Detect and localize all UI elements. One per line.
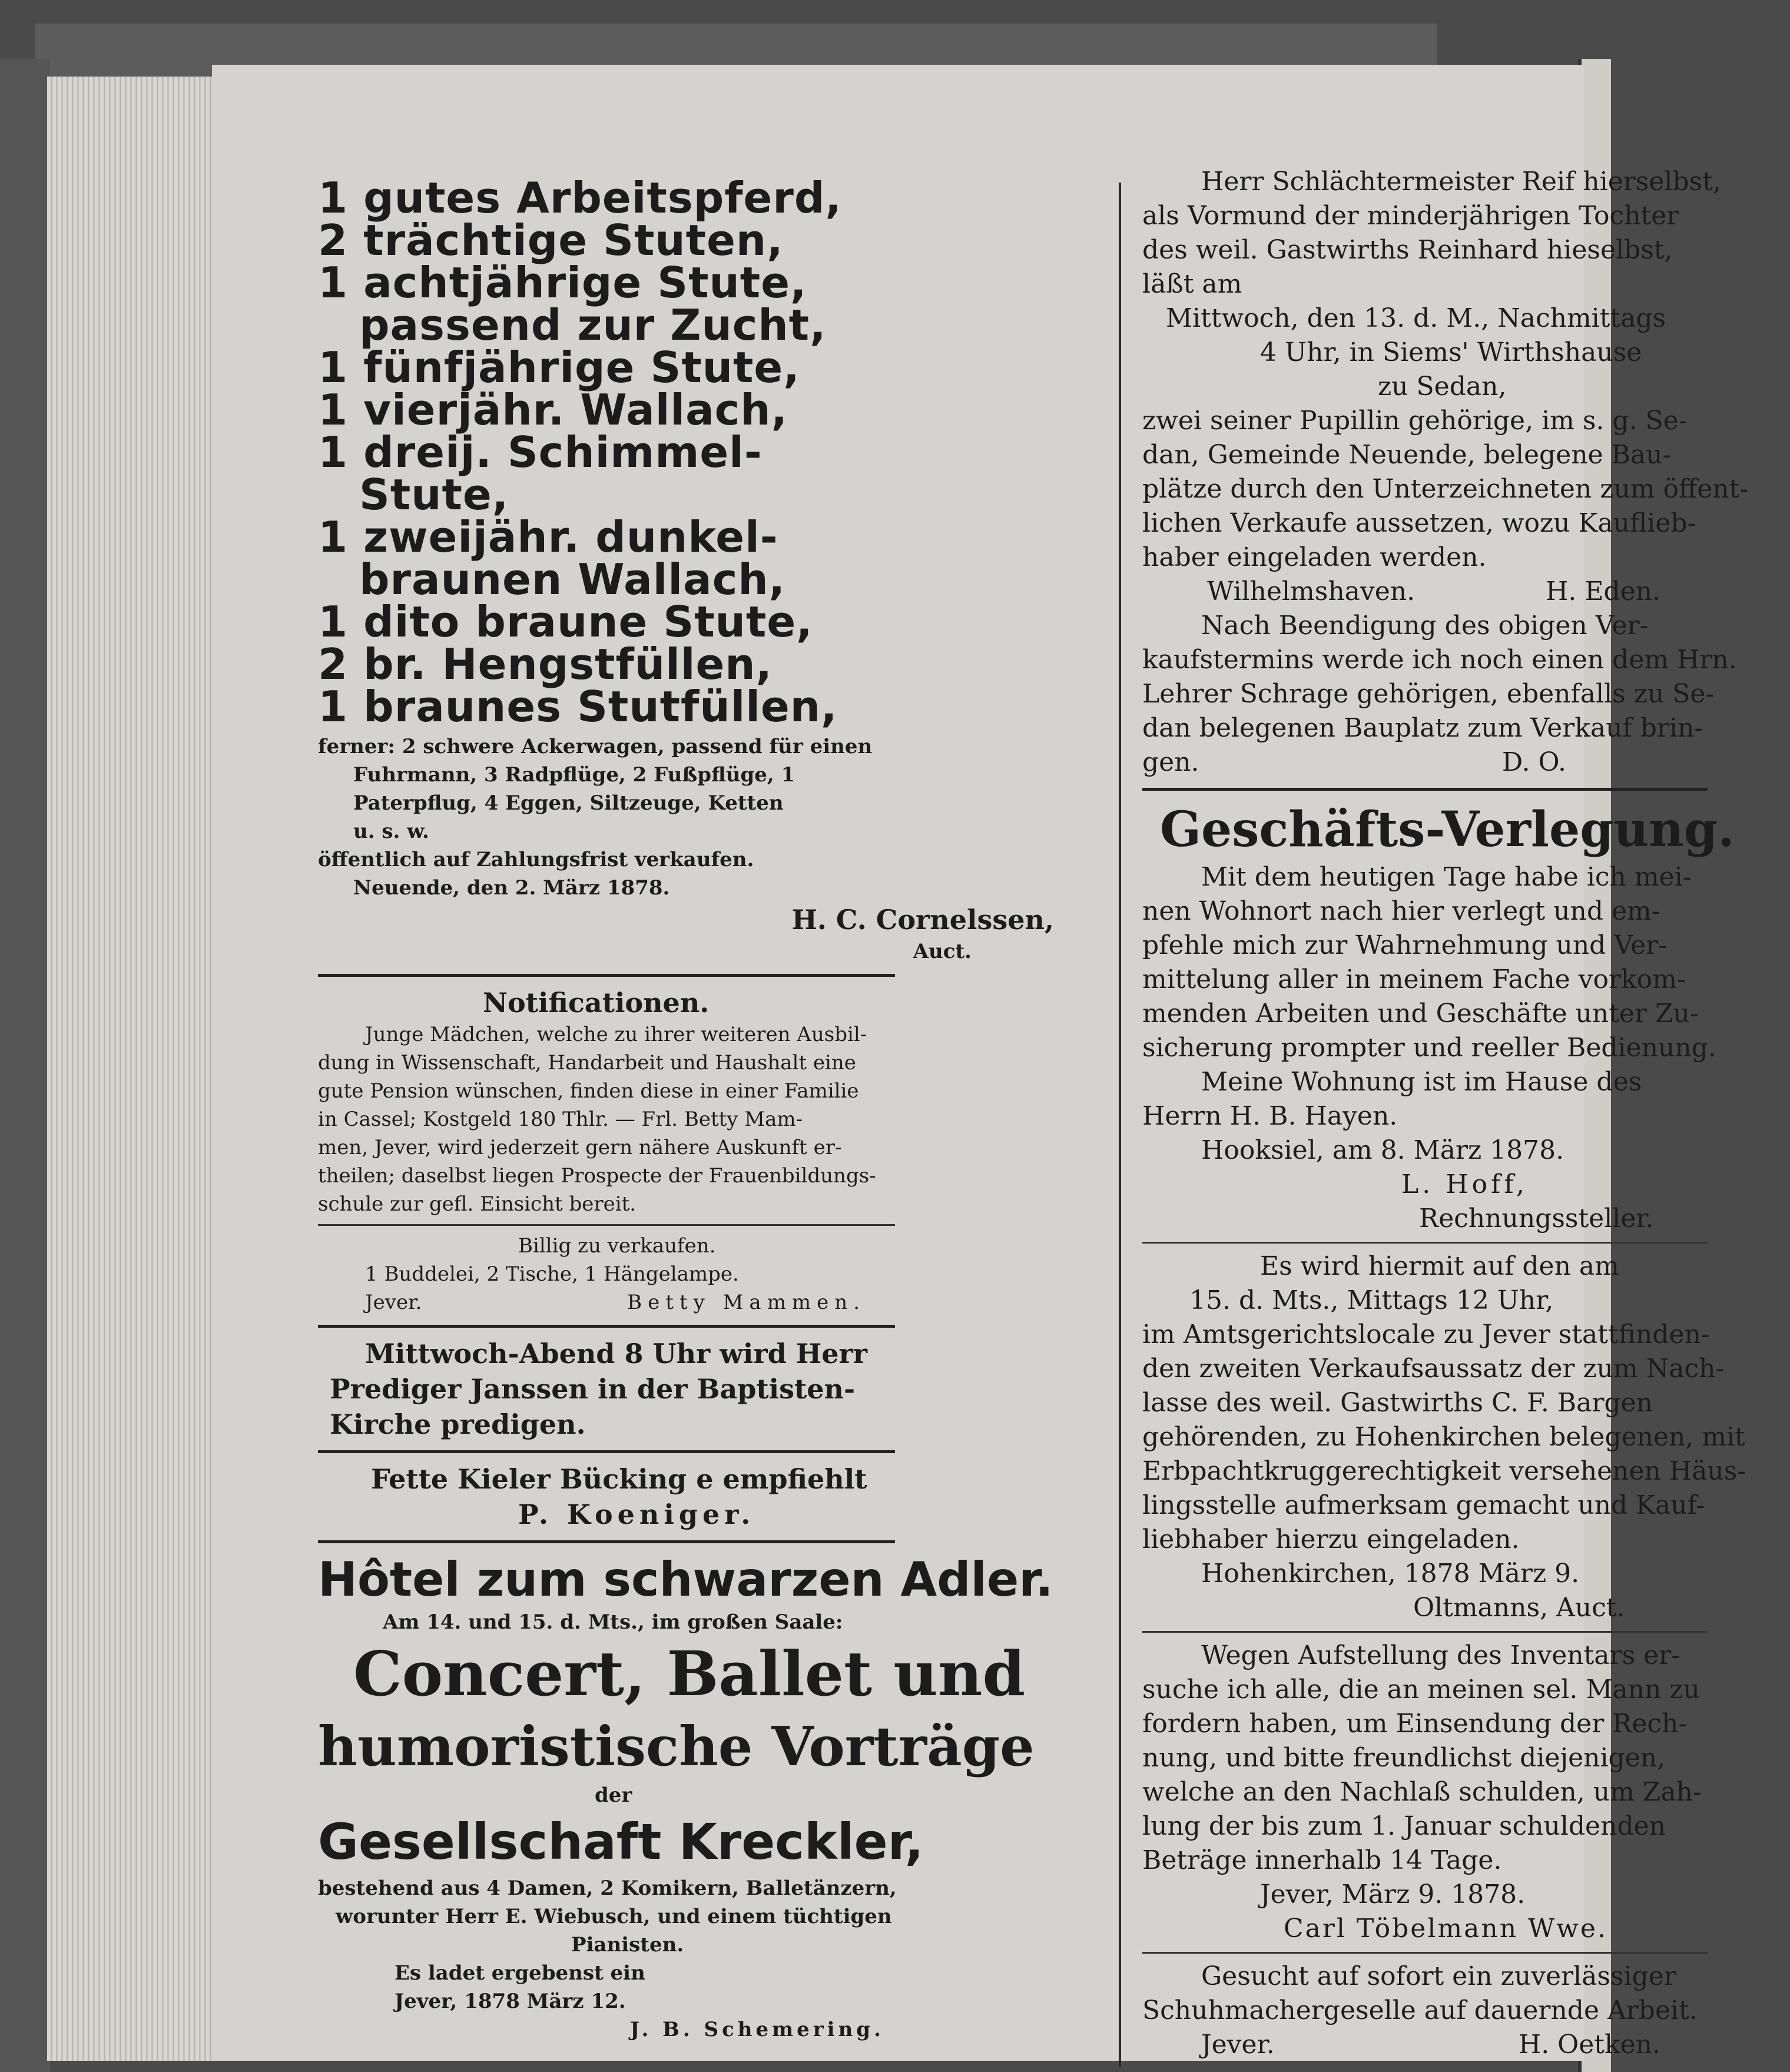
horse-sale-ad <box>318 173 1113 966</box>
ferner-line: Fuhrmann, 3 Radpflüge, 2 Fußpflüge, 1 <box>353 763 795 787</box>
sale-line: öffentlich auf Zahlungsfrist verkaufen. <box>318 848 754 871</box>
ad-line: 1 dito braune Stute, <box>318 597 813 647</box>
inventar-line: Wegen Aufstellung des Inventars er- <box>1201 1640 1680 1670</box>
reif-line: lichen Verkaufe aussetzen, wozu Kauflieb- <box>1142 508 1696 538</box>
bestehend-line: bestehend aus 4 Damen, 2 Komikern, Balletänzern, <box>318 1877 897 1900</box>
ad-line: 1 achtjährige Stute, <box>318 258 807 307</box>
inventar-line: fordern haben, um Einsendung der Rech- <box>1142 1709 1688 1739</box>
reif-line: zu Sedan, <box>1378 372 1507 402</box>
prediger-line: Mittwoch-Abend 8 Uhr wird Herr <box>365 1338 867 1370</box>
verlegung-line: nen Wohnort nach hier verlegt und em- <box>1142 896 1660 926</box>
ad-line: 1 zweijähr. dunkel- <box>318 512 778 562</box>
ladet-name: J. B. Schemering. <box>630 2018 884 2041</box>
oltmanns-name: Oltmanns, Auct. <box>1413 1593 1625 1623</box>
verkauf-line: gehörenden, zu Hohenkirchen belegenen, mit <box>1142 1422 1745 1452</box>
reif-line: plätze durch den Unterzeichneten zum öffent- <box>1142 474 1749 504</box>
buecking-ad <box>318 1461 1113 1532</box>
notifications-section <box>318 985 1113 1218</box>
hooksiel-date: Hooksiel, am 8. März 1878. <box>1201 1135 1564 1165</box>
divider <box>318 1540 895 1543</box>
der-line: der <box>595 1783 632 1807</box>
inventar-name: Carl Töbelmann Wwe. <box>1284 1914 1607 1944</box>
newspaper-page <box>212 65 1749 2061</box>
reif-place: Wilhelmshaven. <box>1207 576 1416 606</box>
divider <box>318 1450 895 1453</box>
verlegung-line: Mit dem heutigen Tage habe ich mei- <box>1201 862 1692 892</box>
verlegung-line: Herrn H. B. Hayen. <box>1142 1101 1398 1131</box>
inventar-line: welche an den Nachlaß schulden, um Zah- <box>1142 1777 1702 1807</box>
reif-line: 4 Uhr, in Siems' Wirthshause <box>1260 337 1642 367</box>
gesucht-line: Schuhmachergeselle auf dauernde Arbeit. <box>1142 1995 1698 2025</box>
divider <box>318 1325 895 1328</box>
ad-line: passend zur Zucht, <box>359 300 827 350</box>
ad-line: 1 vierjähr. Wallach, <box>318 385 788 435</box>
notif-line: theilen; daselbst liegen Prospecte der Frauenbildungs- <box>318 1164 876 1188</box>
prediger-ad <box>318 1336 1113 1442</box>
divider <box>1142 1242 1708 1244</box>
ad-line: 2 trächtige Stuten, <box>318 216 784 265</box>
ferner-line: ferner: 2 schwere Ackerwagen, passend für einen <box>318 735 873 758</box>
concert-line: Concert, Ballet und <box>353 1637 1026 1710</box>
column-divider <box>1119 183 1121 2067</box>
buecking-line: Fette Kieler Bücking e empfiehlt <box>371 1463 867 1495</box>
divider <box>1142 788 1708 791</box>
ad-line: braunen Wallach, <box>359 555 785 604</box>
hohenkirchen-date: Hohenkirchen, 1878 März 9. <box>1201 1559 1580 1589</box>
left-column <box>318 173 1113 2044</box>
hoff-name: L. Hoff, <box>1401 1169 1529 1199</box>
verlegung-line: menden Arbeiten und Geschäfte unter Zu- <box>1142 999 1699 1029</box>
gesucht-name: H. Oetken. <box>1518 2030 1660 2060</box>
ladet-date: Jever, 1878 März 12. <box>395 1990 626 2013</box>
divider <box>1142 1952 1708 1954</box>
reif-line: zwei seiner Pupillin gehörige, im s. g. Se- <box>1142 406 1688 436</box>
nach-line: dan belegenen Bauplatz zum Verkauf brin- <box>1142 713 1703 743</box>
sale-date: Neuende, den 2. März 1878. <box>353 876 670 900</box>
billig-name: Betty Mammen. <box>627 1291 866 1314</box>
billig-items: 1 Buddelei, 2 Tische, 1 Hängelampe. <box>365 1262 739 1286</box>
reif-line: des weil. Gastwirths Reinhard hieselbst, <box>1142 235 1673 265</box>
inventar-line: suche ich alle, die an meinen sel. Mann zu <box>1142 1675 1700 1705</box>
ladet-line: Es ladet ergebenst ein <box>395 1961 645 1985</box>
page-stack-edge <box>47 77 212 2061</box>
verkauf-line: 15. d. Mts., Mittags 12 Uhr, <box>1189 1285 1554 1315</box>
verkauf-line: Es wird hiermit auf den am <box>1260 1251 1619 1281</box>
right-column <box>1142 165 1790 2062</box>
verkauf-line: liebhaber hierzu eingeladen. <box>1142 1524 1520 1554</box>
gesucht-ad <box>1142 1960 1790 2062</box>
notif-line: Junge Mädchen, welche zu ihrer weiteren Ausbil- <box>365 1023 867 1046</box>
auctioneer-role: Auct. <box>913 940 972 963</box>
ad-line: 2 br. Hengstfüllen, <box>318 639 773 689</box>
inventar-line: nung, und bitte freundlichst diejenigen, <box>1142 1743 1666 1773</box>
billig-place: Jever. <box>365 1291 422 1314</box>
nach-line: Lehrer Schrage gehörigen, ebenfalls zu Se- <box>1142 679 1715 709</box>
hotel-date: Am 14. und 15. d. Mts., im großen Saale: <box>383 1610 843 1634</box>
verlegung-title: Geschäfts-Verlegung. <box>1160 801 1735 858</box>
prediger-line: Prediger Janssen in der Baptisten- <box>330 1373 856 1405</box>
divider <box>318 1224 895 1226</box>
reif-line: als Vormund der minderjährigen Tochter <box>1142 201 1679 231</box>
bestehend-line: Pianisten. <box>571 1933 684 1957</box>
billig-ad <box>318 1232 1113 1317</box>
verlegung-line: sicherung prompter und reeller Bedienung. <box>1142 1033 1716 1063</box>
section-title: Notificationen. <box>483 987 710 1019</box>
divider <box>1142 1631 1708 1633</box>
reif-line: haber eingeladen werden. <box>1142 542 1487 572</box>
gesellschaft-line: Gesellschaft Kreckler, <box>318 1813 924 1871</box>
reif-name: H. Eden. <box>1546 576 1660 606</box>
gesucht-line: Gesucht auf sofort ein zuverlässiger <box>1201 1961 1676 1991</box>
nach-line: Nach Beendigung des obigen Ver- <box>1201 611 1649 641</box>
verkauf-line: den zweiten Verkaufsaussatz der zum Nach- <box>1142 1354 1725 1384</box>
nach-end: gen. <box>1142 747 1199 777</box>
verkauf-line: lingsstelle aufmerksam gemacht und Kauf- <box>1142 1490 1705 1520</box>
reif-line: Herr Schlächtermeister Reif hierselbst, <box>1201 167 1721 197</box>
notif-line: men, Jever, wird jederzeit gern nähere Auskunft er- <box>318 1136 842 1159</box>
notif-line: in Cassel; Kostgeld 180 Thlr. — Frl. Betty Mam- <box>318 1108 803 1131</box>
verkauf-line: lasse des weil. Gastwirths C. F. Bargen <box>1142 1388 1653 1418</box>
inventar-line: lung der bis zum 1. Januar schuldenden <box>1142 1811 1666 1841</box>
verkauf-ad <box>1142 1249 1790 1625</box>
reif-line: läßt am <box>1142 269 1242 299</box>
ferner-line: u. s. w. <box>353 820 429 843</box>
reif-line: dan, Gemeinde Neuende, belegene Bau- <box>1142 440 1672 470</box>
reif-line: Mittwoch, den 13. d. M., Nachmittags <box>1166 303 1666 333</box>
nach-name: D. O. <box>1501 747 1566 777</box>
ad-line: 1 gutes Arbeitspferd, <box>318 173 842 223</box>
notif-line: dung in Wissenschaft, Handarbeit und Haushalt eine <box>318 1051 856 1075</box>
ad-line: 1 braunes Stutfüllen, <box>318 682 838 731</box>
book-spine-shadow <box>0 59 50 2072</box>
divider <box>318 974 895 977</box>
ad-line: 1 fünfjährige Stute, <box>318 343 800 392</box>
inventar-ad <box>1142 1639 1790 1946</box>
bestehend-line: worunter Herr E. Wiebusch, und einem tüchtigen <box>336 1905 892 1928</box>
notif-line: gute Pension wünschen, finden diese in einer Familie <box>318 1079 859 1103</box>
buecking-name: P. Koeniger. <box>518 1499 755 1530</box>
verlegung-line: mittelung aller in meinem Fache vorkom- <box>1142 964 1686 994</box>
concert-line: humoristische Vorträge <box>318 1715 1035 1778</box>
hotel-title: Hôtel zum schwarzen Adler. <box>318 1552 1053 1607</box>
inventar-line: Beträge innerhalb 14 Tage. <box>1142 1845 1502 1875</box>
verkauf-line: Erbpachtkruggerechtigkeit versehenen Häus- <box>1142 1456 1746 1486</box>
verlegung-ad <box>1142 799 1790 1236</box>
prediger-line: Kirche predigen. <box>330 1408 586 1440</box>
verkauf-line: im Amtsgerichtslocale zu Jever stattfinden- <box>1142 1320 1710 1350</box>
notif-line: schule zur gefl. Einsicht bereit. <box>318 1192 637 1216</box>
ad-line: 1 dreij. Schimmel- <box>318 427 763 477</box>
ad-line: Stute, <box>359 470 509 519</box>
verlegung-line: pfehle mich zur Wahrnehmung und Ver- <box>1142 930 1667 960</box>
inventar-date: Jever, März 9. 1878. <box>1260 1879 1526 1909</box>
billig-title: Billig zu verkaufen. <box>518 1234 716 1258</box>
hotel-ad <box>318 1551 1113 2044</box>
ferner-line: Paterpflug, 4 Eggen, Siltzeuge, Ketten <box>353 791 784 815</box>
hoff-role: Rechnungssteller. <box>1419 1204 1654 1234</box>
verlegung-line: Meine Wohnung ist im Hause des <box>1201 1067 1642 1097</box>
reif-ad <box>1142 165 1790 780</box>
gesucht-place: Jever. <box>1201 2030 1275 2060</box>
nach-line: kaufstermins werde ich noch einen dem Hrn. <box>1142 645 1737 675</box>
auctioneer-name: H. C. Cornelssen, <box>791 904 1054 936</box>
